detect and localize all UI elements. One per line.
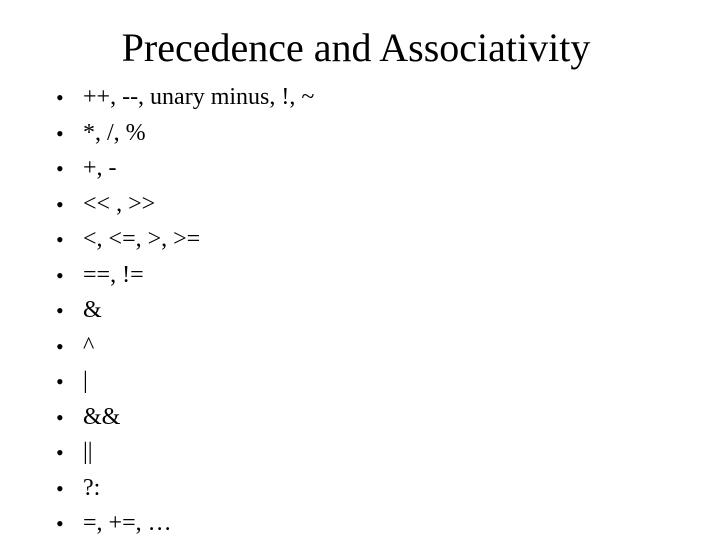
bullet-dot-icon: • bbox=[56, 333, 64, 359]
bullet-dot-icon: • bbox=[56, 191, 64, 217]
bullet-dot-icon: • bbox=[56, 369, 64, 394]
bullet-dot-icon: • bbox=[56, 120, 64, 146]
bullet-text: & bbox=[83, 297, 102, 323]
bullet-dot-icon: • bbox=[56, 156, 64, 181]
bullet-dot-icon: • bbox=[56, 298, 64, 323]
bullet-dot-icon: • bbox=[56, 475, 64, 501]
bullet-text: ^ bbox=[83, 332, 95, 359]
bullet-text: ==, != bbox=[83, 261, 144, 288]
bullet-text: << , >> bbox=[83, 190, 156, 217]
bullet-text: <, <=, >, >= bbox=[83, 226, 201, 252]
bullet-text: | bbox=[83, 368, 88, 394]
bullet-dot-icon: • bbox=[56, 262, 64, 288]
bullet-dot-icon: • bbox=[56, 227, 64, 252]
bullet-text: || bbox=[83, 439, 93, 465]
bullet-dot-icon: • bbox=[56, 404, 64, 430]
slide-title: Precedence and Associativity bbox=[121, 25, 591, 70]
bullet-dot-icon: • bbox=[56, 511, 64, 536]
bullet-text: +, - bbox=[83, 155, 117, 181]
bullet-text: ?: bbox=[83, 474, 101, 501]
bullet-text: && bbox=[83, 403, 121, 430]
bullet-text: *, /, % bbox=[83, 119, 146, 146]
bullet-text: =, +=, … bbox=[83, 510, 172, 536]
bullet-text: ++, --, unary minus, !, ~ bbox=[83, 84, 315, 110]
bullet-dot-icon: • bbox=[56, 85, 64, 110]
bullet-dot-icon: • bbox=[56, 440, 64, 465]
